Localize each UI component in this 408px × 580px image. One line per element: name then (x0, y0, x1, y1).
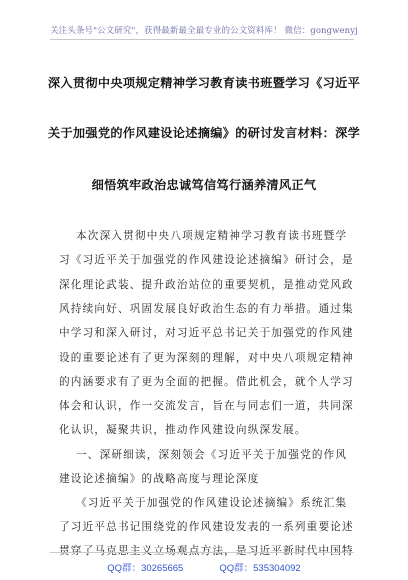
body-line: 本次深入贯彻中央八项规定精神学习教育读书班暨学 (76, 230, 348, 242)
document-title-line-3: 细悟筑牢政治忠诚笃信笃行涵养清风正气 (91, 178, 317, 192)
body-line: 化认识，凝聚共识，推动作风建设向纵深发展。 (59, 424, 307, 436)
body-line: 习《习近平关于加强党的作风建设论述摘编》研讨会，是 (59, 254, 354, 266)
footer-qq-group-2: QQ群：535304092 (219, 563, 301, 574)
footer-divider (50, 552, 354, 553)
body-line: 《习近平关于加强党的作风建设论述摘编》系统汇集 (76, 497, 348, 509)
document-title-line-1: 深入贯彻中央项规定精神学习教育读书班暨学习《习近平 (47, 76, 361, 90)
body-line: 设的重要论述有了更为深刻的理解，对中央八项规定精神 (59, 352, 354, 364)
header-promo-text: 关注头条号"公文研究"，获得最新最全最专业的公文资料库！ 微信：gongwenyj (50, 26, 358, 36)
body-line: 深化理论武装、提升政治站位的重要契机，是推动党风政 (59, 279, 354, 291)
section-heading-line: 一、深研细读，深刻领会《习近平关于加强党的作风 (76, 449, 348, 461)
body-line: 贯穿了马克思主义立场观点方法，是习近平新时代中国特 (59, 545, 354, 557)
document-title-line-2: 关于加强党的作风建设论述摘编》的研讨发言材料：深学 (47, 126, 361, 140)
body-line: 了习近平总书记围绕党的作风建设发表的一系列重要论述 (59, 521, 354, 533)
body-line: 的内涵要求有了更为全面的把握。借此机会，就个人学习 (59, 376, 354, 388)
body-line: 体会和认识，作一交流发言，旨在与同志们一道，共同深 (59, 400, 354, 412)
section-heading-line: 建设论述摘编》的战略高度与理论深度 (59, 473, 260, 485)
footer-contact (0, 560, 408, 574)
header-divider (50, 39, 354, 40)
footer-qq-group-1: QQ群：30265665 (107, 563, 184, 574)
body-line: 风持续向好、巩固发展良好政治生态的有力举措。通过集 (59, 303, 354, 315)
body-line: 中学习和深入研讨，对习近平总书记关于加强党的作风建 (59, 327, 354, 339)
